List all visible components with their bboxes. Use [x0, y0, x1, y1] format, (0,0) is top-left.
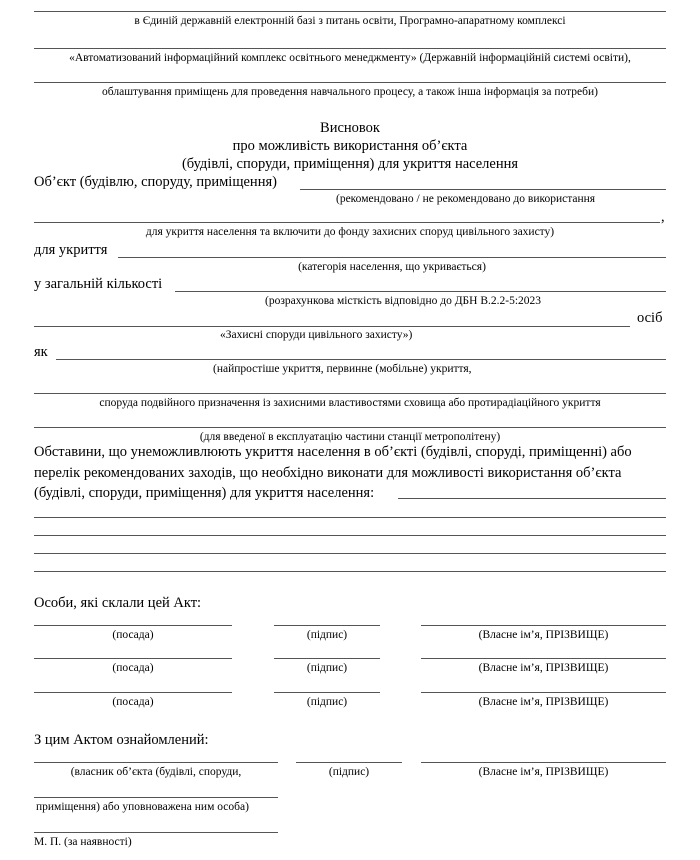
shelter-hint: (категорія населення, що укривається) [298, 261, 486, 273]
blank-line-1[interactable] [34, 517, 666, 518]
shelter-input-line[interactable] [118, 257, 666, 258]
signer-3-name-line[interactable] [421, 692, 666, 693]
shelter-label: для укриття [34, 242, 108, 258]
signer-1-signature: (підпис) [306, 629, 348, 641]
blank-line-3[interactable] [34, 553, 666, 554]
circumstances-line-1: Обставини, що унеможливлюють укриття населення в об’єкті (будівлі, споруді, приміщенні) або [34, 444, 632, 460]
signer-1-name: (Власне ім’я, ПРІЗВИЩЕ) [478, 629, 609, 641]
object-input-line[interactable] [300, 189, 666, 190]
signer-1-name-line[interactable] [421, 625, 666, 626]
civil-hint: «Захисні споруди цивільного захисту») [220, 329, 413, 341]
object-label: Об’єкт (будівлю, споруду, приміщення) [34, 174, 277, 190]
signer-3-signature: (підпис) [306, 696, 348, 708]
document-title: Висновок [320, 120, 380, 136]
owner-hint-1: (власник об’єкта (будівлі, споруди, [70, 766, 242, 778]
top-hint-2: «Автоматизований інформаційний комплекс освітнього менеджменту» (Державній інформаційній системі освіти), [69, 52, 631, 64]
top-hint-3: облаштування приміщень для проведення навчального процесу, а також інша інформація за потреби) [102, 86, 598, 98]
signer-3-name: (Власне ім’я, ПРІЗВИЩЕ) [478, 696, 609, 708]
document-subtitle-2: (будівлі, споруди, приміщення) для укриття населення [181, 156, 519, 172]
signer-2-name: (Власне ім’я, ПРІЗВИЩЕ) [478, 662, 609, 674]
signer-3-position-line[interactable] [34, 692, 232, 693]
top-line-3 [34, 82, 666, 83]
capacity-input-line[interactable] [34, 326, 630, 327]
owner-signature-hint: (підпис) [328, 766, 370, 778]
signer-1-signature-line[interactable] [274, 625, 380, 626]
document-subtitle-1: про можливість використання об’єкта [232, 138, 468, 154]
signer-2-position: (посада) [112, 662, 154, 674]
signer-2-name-line[interactable] [421, 658, 666, 659]
object-hint: (рекомендовано / не рекомендовано до використання [336, 193, 596, 205]
as-input-line-2[interactable] [34, 393, 666, 394]
blank-line-4[interactable] [34, 571, 666, 572]
metro-hint: (для введеної в експлуатацію частини станції метрополітену) [199, 431, 501, 443]
signer-2-position-line[interactable] [34, 658, 232, 659]
signer-2-signature-line[interactable] [274, 658, 380, 659]
top-hint-1: в Єдиній державній електронній базі з питань освіти, Програмно-апаратному комплексі [134, 15, 566, 27]
signer-3-position: (посада) [112, 696, 154, 708]
owner-name-hint: (Власне ім’я, ПРІЗВИЩЕ) [478, 766, 609, 778]
total-label: у загальній кількості [34, 276, 163, 292]
owner-line[interactable] [34, 762, 278, 763]
circumstances-line-2: перелік рекомендованих заходів, що необхідно виконати для можливості використання об’єкта [34, 465, 622, 481]
persons-label: осіб [637, 310, 663, 326]
top-line-1 [34, 11, 666, 12]
signer-3-signature-line[interactable] [274, 692, 380, 693]
as-hint: (найпростіше укриття, первинне (мобільне) укриття, [213, 363, 472, 375]
as-input-line[interactable] [56, 359, 666, 360]
stamp-line[interactable] [34, 832, 278, 833]
signer-1-position-line[interactable] [34, 625, 232, 626]
object-input-line-2[interactable] [34, 222, 660, 223]
owner-line-2[interactable] [34, 797, 278, 798]
owner-hint-2: приміщення) або уповноважена ним особа) [36, 801, 249, 813]
total-input-line[interactable] [175, 291, 666, 292]
circumstances-line-3: (будівлі, споруди, приміщення) для укриття населення: [34, 485, 375, 501]
owner-name-line[interactable] [421, 762, 666, 763]
as-label: як [34, 344, 48, 360]
top-line-2 [34, 48, 666, 49]
acquainted-heading: З цим Актом ознайомлений: [34, 732, 209, 748]
signer-1-position: (посада) [112, 629, 154, 641]
owner-signature-line[interactable] [296, 762, 402, 763]
circumstances-input-line[interactable] [398, 498, 666, 499]
blank-line-2[interactable] [34, 535, 666, 536]
signers-heading: Особи, які склали цей Акт: [34, 595, 202, 611]
as-input-line-3[interactable] [34, 427, 666, 428]
signer-2-signature: (підпис) [306, 662, 348, 674]
stamp-hint: М. П. (за наявності) [34, 836, 132, 848]
include-hint: для укриття населення та включити до фонду захисних споруд цивільного захисту) [145, 226, 555, 238]
dual-hint: споруда подвійного призначення із захисними властивостями сховища або протирадіаційного укриття [99, 397, 601, 409]
total-hint: (розрахункова місткість відповідно до ДБН В.2.2-5:2023 [265, 295, 542, 307]
object-comma: , [661, 209, 665, 225]
